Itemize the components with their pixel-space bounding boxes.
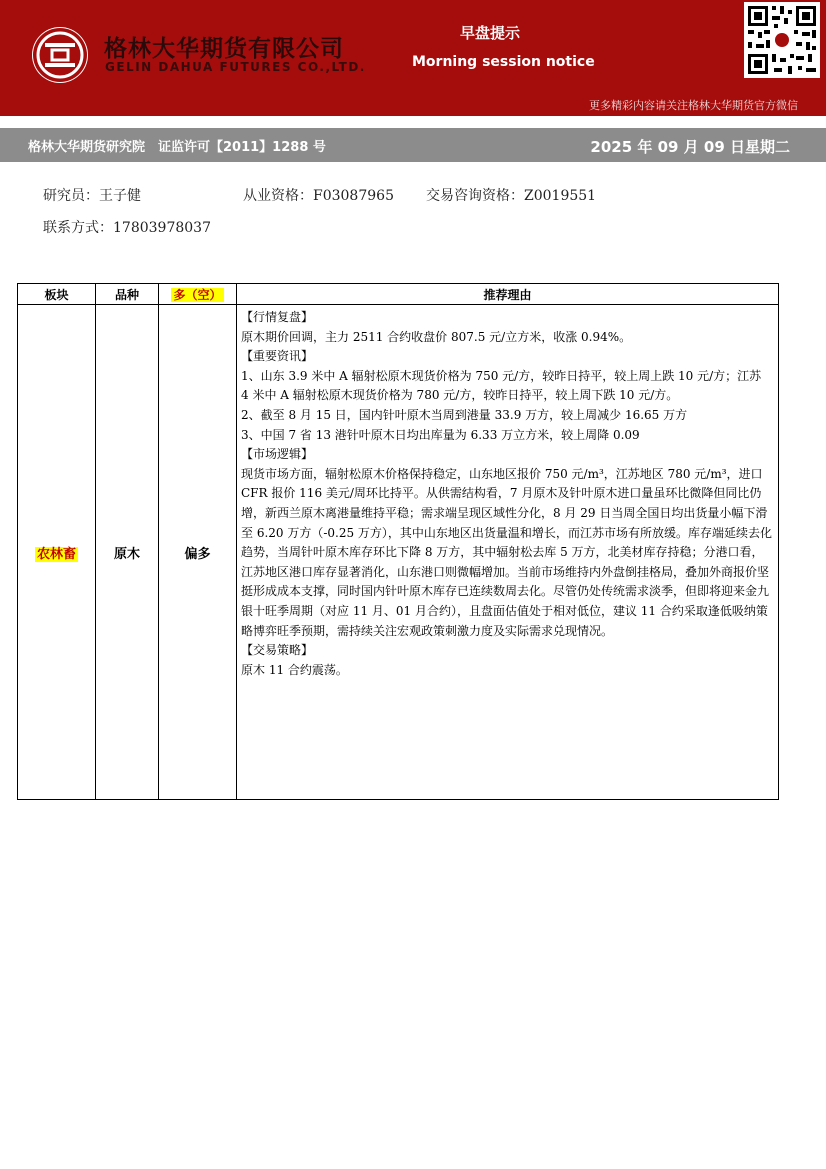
header-direction — [159, 284, 237, 305]
report-title-cn: 早盘提示 — [460, 24, 521, 42]
header-sector: 板块 — [18, 284, 96, 305]
reason-news-2: 2、截至 8 月 15 日，国内针叶原木当周到港量 33.9 万方，较上周减少 16.65 万方 — [241, 407, 688, 422]
reason-heading-logic: 【市场逻辑】 — [241, 447, 314, 462]
company-logo-icon — [32, 27, 88, 83]
header-variety: 品种 — [96, 284, 159, 305]
sector-cell — [18, 305, 96, 800]
reason-heading-strategy: 【交易策略】 — [241, 643, 314, 658]
reason-heading-news: 【重要资讯】 — [241, 349, 314, 364]
report-title-en: Morning session notice — [412, 54, 595, 70]
reason-strategy-text: 原木 11 合约震荡。 — [241, 662, 348, 677]
company-name-cn: 格林大华期货有限公司 — [104, 35, 344, 62]
direction-cell: 偏多 — [159, 305, 237, 800]
report-date: 2025 年 09 月 09 日星期二 — [590, 138, 790, 156]
reason-cell — [237, 305, 779, 800]
company-name-en: GELIN DAHUA FUTURES CO.,LTD. — [105, 60, 366, 74]
reason-news-3: 3、中国 7 省 13 港针叶原木日均出库量为 6.33 万立方米，较上周降 0.09 — [241, 427, 640, 442]
table-header-row — [18, 284, 779, 305]
header-direction-label: 多（空） — [173, 287, 222, 302]
institute-license: 格林大华期货研究院 证监许可【2011】1288 号 — [28, 140, 326, 155]
table-row — [18, 305, 779, 800]
qr-code-icon — [744, 2, 820, 78]
reason-review-text: 原木期价回调，主力 2511 合约收盘价 807.5 元/立方米，收涨 0.94%。 — [241, 329, 632, 344]
variety-cell: 原木 — [96, 305, 159, 800]
consult-qualification: 交易咨询资格：Z0019551 — [426, 188, 597, 204]
report-header — [0, 0, 826, 116]
reason-heading-review: 【行情复盘】 — [241, 310, 314, 324]
researcher-qualification: 从业资格：F03087965 — [243, 188, 394, 204]
follow-wechat-text: 更多精彩内容请关注格林大华期货官方微信 — [589, 99, 798, 112]
sector-label: 农林畜 — [36, 546, 76, 562]
reason-logic-text: 现货市场方面，辐射松原木价格保持稳定，山东地区报价 750 元/m³，江苏地区 780 元/m³，进口 CFR 报价 116 美元/周环比持平。从供需结构看，7 月原木及针叶原木进口量虽环比微降但同比仍增，新西兰原木离港量维持平稳；需求端呈现区域性分化，8 月 29 日当周全国日均出货量小幅下滑至 6.20 万方（-0.25 万方），其中山东地区出货量温和增长，而江苏市场有所放缓。库存端延续去化趋势，当周针叶原木库存环比下降 8 万方，其中辐射松去库 5 万方，北美材库存持稳；分港口看，江苏地区港口库存显著消化，山东港口则微幅增加。当前市场维持内外盘倒挂格局，叠加外商报价坚挺形成成本支撑，同时国内针叶原木库存已连续数周去化。尽管仍处传统需求淡季，但即将迎来金九银十旺季周期（对应 11 月、01 月合约），且盘面估值处于相对低位，建议 11 合约采取逢低吸纳策略博弈旺季预期，需持续关注宏观政策刺激力度及实际需求兑现情况。 — [241, 466, 772, 638]
researcher-name: 研究员：王子健 — [43, 188, 141, 204]
reason-news-1: 1、山东 3.9 米中 A 辐射松原木现货价格为 750 元/方，较昨日持平，较上周上跌 10 元/方；江苏 4 米中 A 辐射松原木现货价格为 780 元/方，较昨日持平，较上周下跌 10 元/方。 — [241, 368, 762, 403]
recommendation-table — [17, 283, 779, 800]
contact-info: 联系方式：17803978037 — [43, 220, 211, 236]
institute-bar — [0, 128, 826, 162]
header-reason: 推荐理由 — [237, 284, 779, 305]
